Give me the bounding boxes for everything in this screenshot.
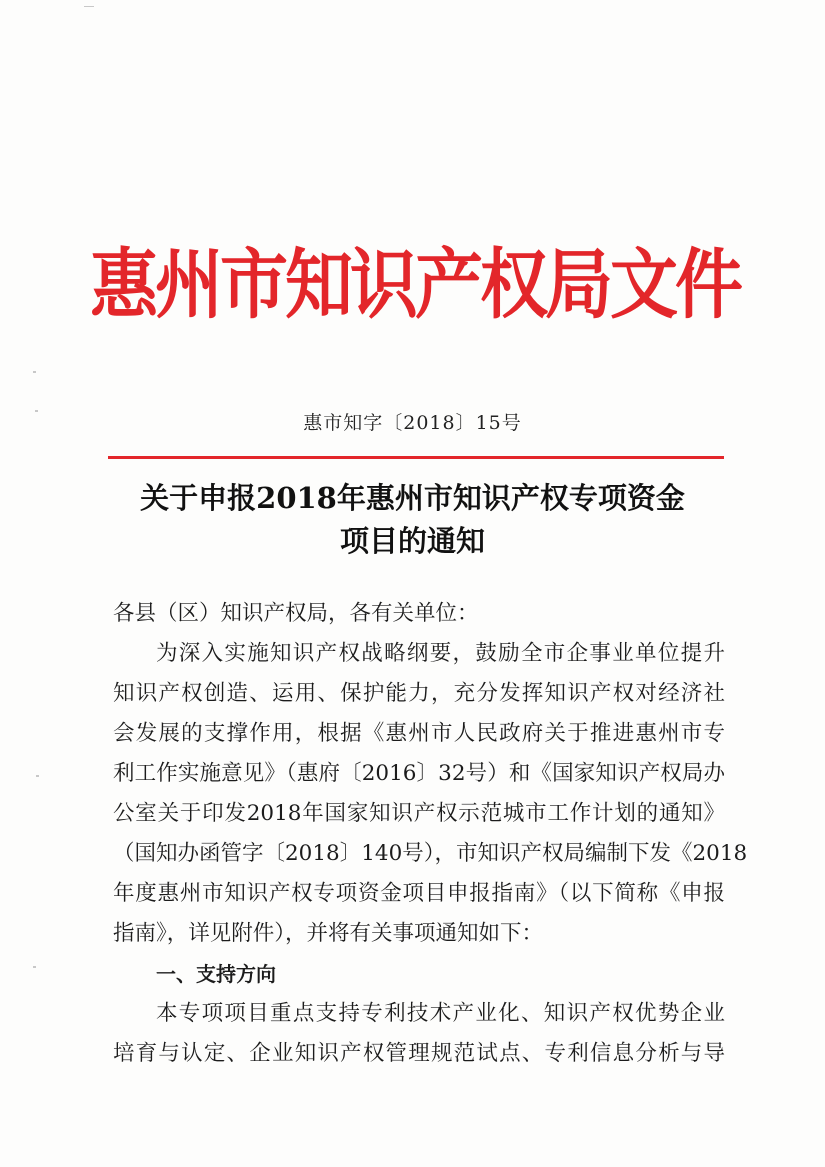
scan-speck [33,371,36,373]
notice-title-line-2: 项目的通知 [339,524,485,558]
paragraph-line: 年度惠州市知识产权专项资金项目申报指南》（以下简称《申报 [113,881,725,906]
paragraph-line: 会发展的支撑作用，根据《惠州市人民政府关于推进惠州市专 [113,721,725,746]
paragraph-line: 指南》，详见附件），并将有关事项通知如下： [113,921,544,946]
scan-speck [36,775,39,777]
notice-body [113,594,748,1074]
paragraph-line: 公室关于印发2018年国家知识产权示范城市工作计划的通知》 [113,801,725,826]
issuing-authority-title: 惠州市知识产权局文件 [90,241,741,331]
notice-title [100,477,725,563]
section-heading: 一、支持方向 [156,962,276,986]
paragraph-line: 为深入实施知识产权战略纲要，鼓励全市企事业单位提升 [156,641,725,666]
scan-speck [84,6,94,7]
paragraph-line: 利工作实施意见》（惠府〔2016〕32号）和《国家知识产权局办 [113,761,725,786]
scan-speck [33,966,36,968]
document-number: 惠市知字〔2018〕15号 [303,412,522,434]
red-divider [108,456,724,459]
notice-title-line-1: 关于申报2018年惠州市知识产权专项资金 [140,481,685,515]
paragraph-line: （国知办函管字〔2018〕140号），市知识产权局编制下发《2018 [113,841,748,866]
addressee-line: 各县（区）知识产权局，各有关单位： [113,601,479,626]
paragraph-line: 本专项项目重点支持专利技术产业化、知识产权优势企业 [156,1001,725,1026]
paragraph-line: 知识产权创造、运用、保护能力，充分发挥知识产权对经济社 [113,681,725,706]
paragraph-line: 培育与认定、企业知识产权管理规范试点、专利信息分析与导 [113,1041,725,1066]
